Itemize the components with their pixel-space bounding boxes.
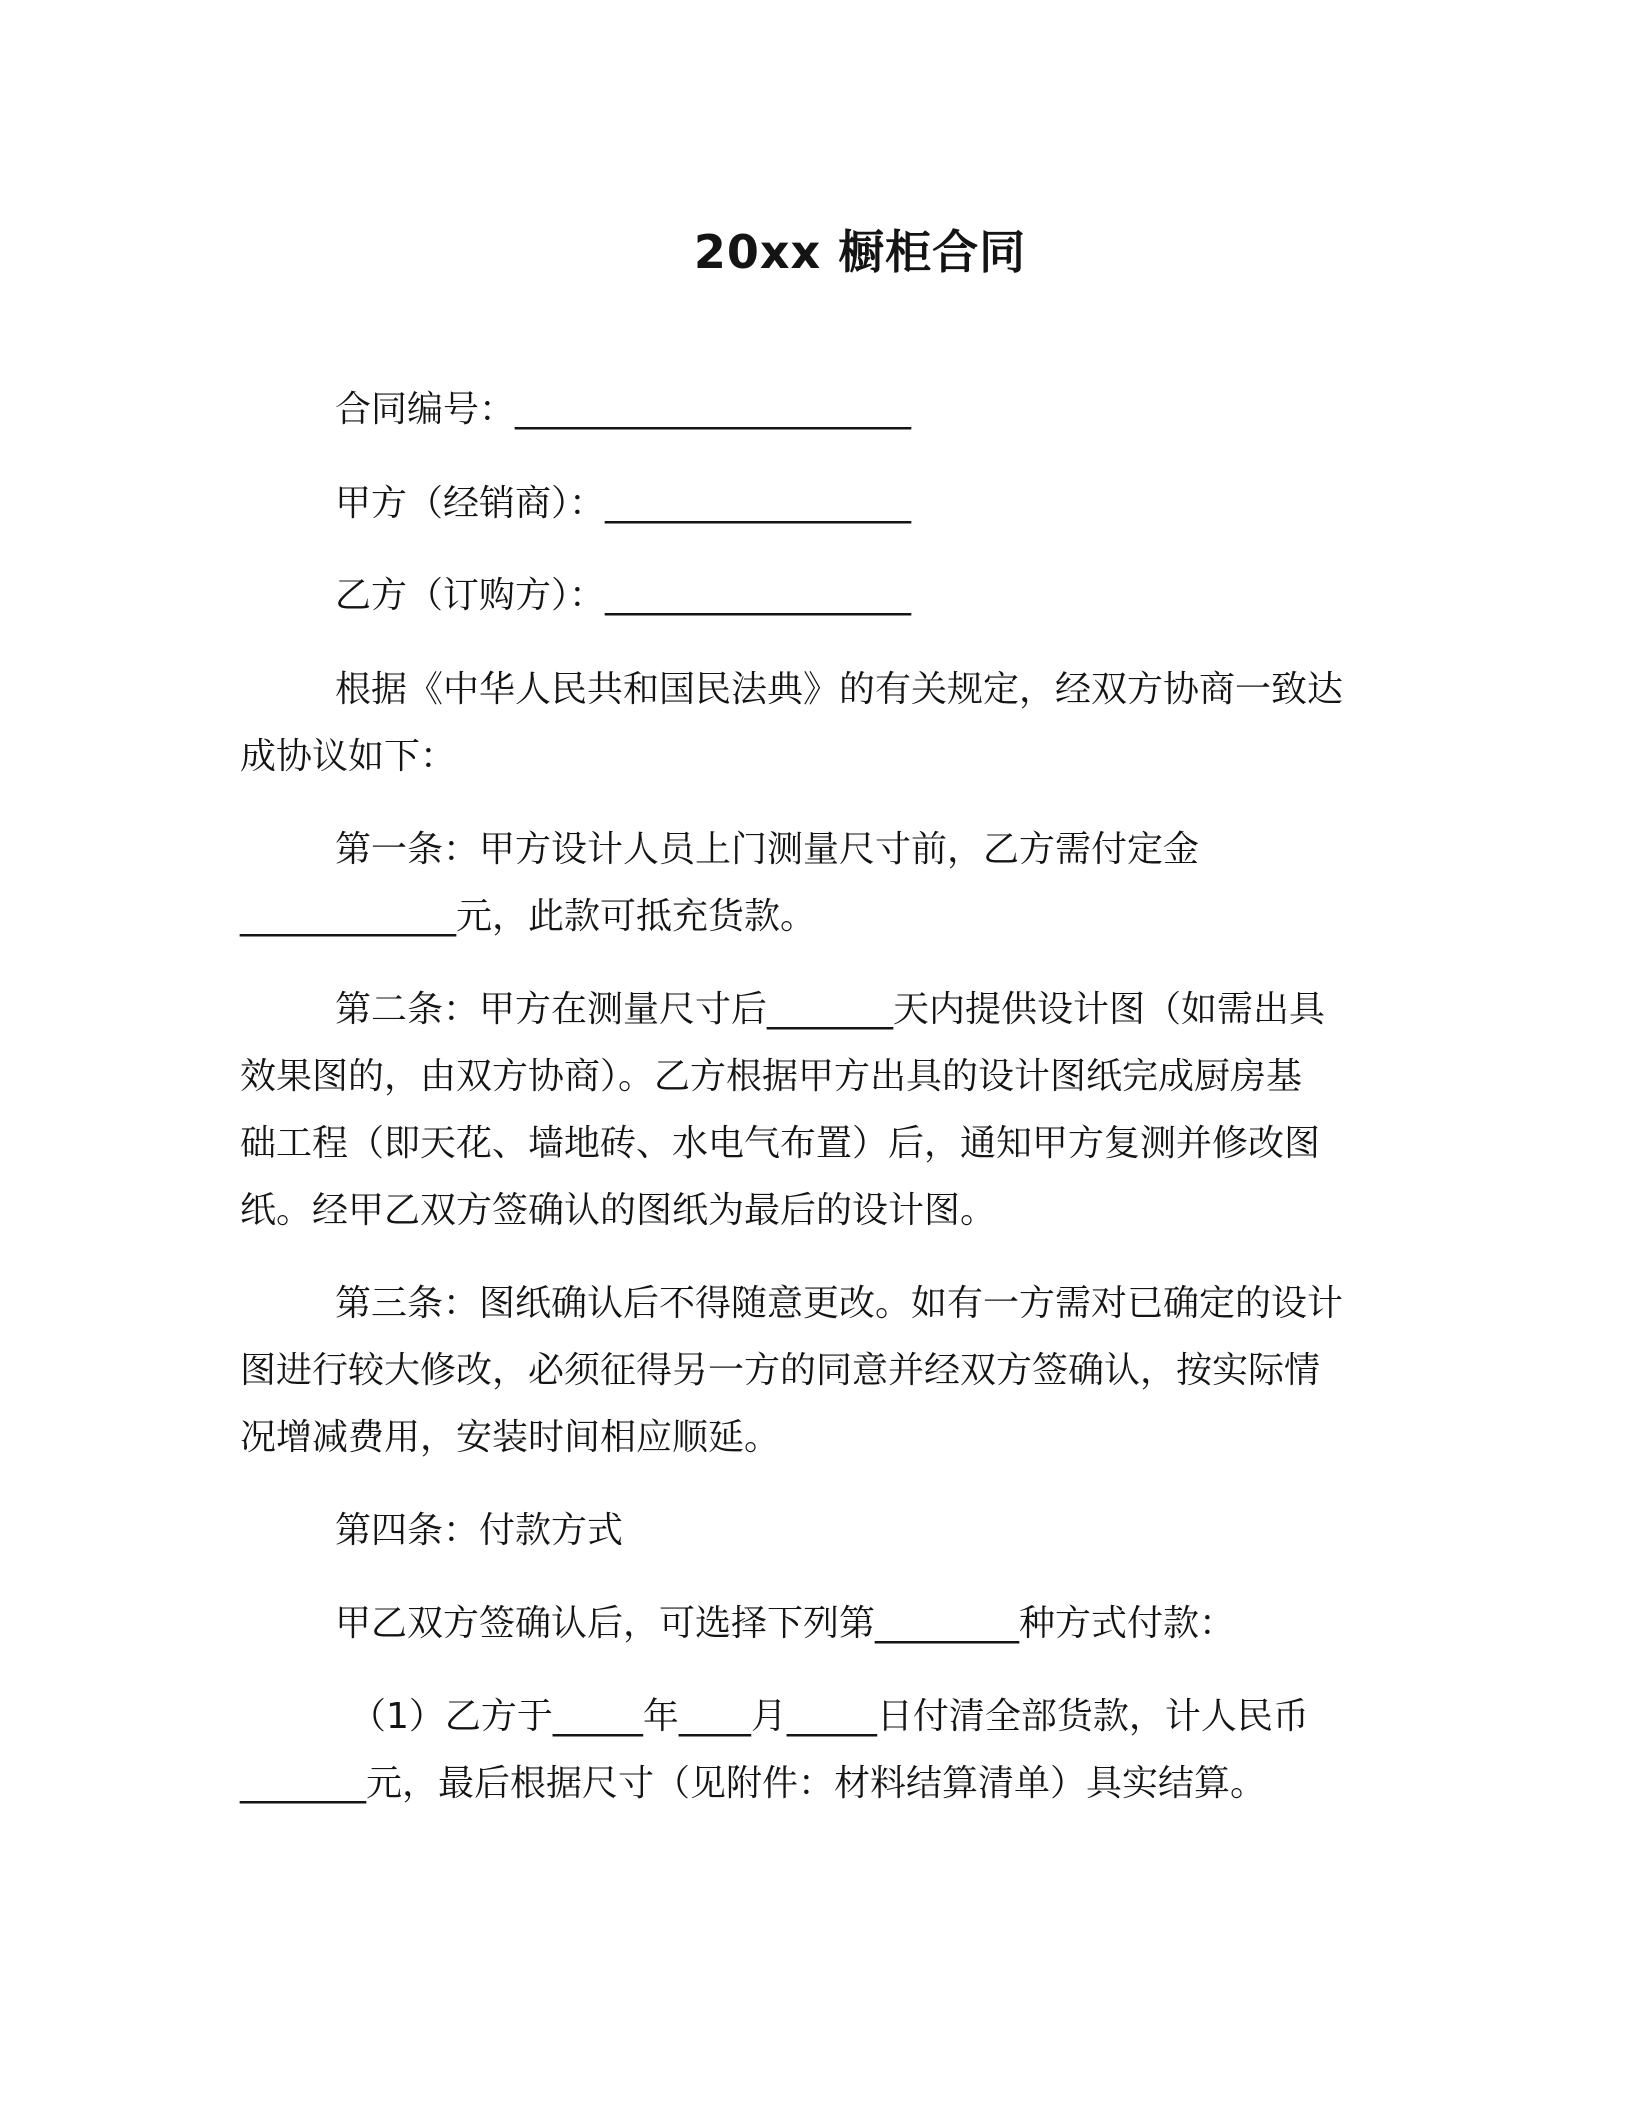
article-3-line-1: 第三条：图纸确认后不得随意更改。如有一方需对已确定的设计 [335,1283,1344,1324]
contract-number-line: 合同编号：______________________ [335,389,912,430]
payment-option-1-line-1: （1）乙方于_____年____月_____日付清全部货款，计人民币 [350,1696,1309,1737]
article-1-line-1: 第一条：甲方设计人员上门测量尺寸前，乙方需付定金 [335,829,1200,870]
article-2-line-3: 础工程（即天花、墙地砖、水电气布置）后，通知甲方复测并修改图 [240,1123,1321,1164]
preamble-line-2: 成协议如下： [240,736,457,777]
payment-method-line: 甲乙双方签确认后，可选择下列第________种方式付款： [335,1603,1236,1644]
payment-option-1-line-2: _______元，最后根据尺寸（见附件：材料结算清单）具实结算。 [240,1763,1267,1804]
party-b-line: 乙方（订购方）：_________________ [335,575,912,616]
document-title: 20xx 橱柜合同 [693,225,1027,279]
preamble-line-1: 根据《中华人民共和国民法典》的有关规定，经双方协商一致达 [335,669,1344,710]
article-3-line-3: 况增减费用，安装时间相应顺延。 [240,1417,781,1458]
article-1-line-2: ____________元，此款可抵充货款。 [240,896,817,937]
article-2-line-2: 效果图的，由双方协商）。乙方根据甲方出具的设计图纸完成厨房基 [240,1056,1303,1097]
party-a-line: 甲方（经销商）：_________________ [335,483,912,524]
article-2-line-4: 纸。经甲乙双方签确认的图纸为最后的设计图。 [240,1190,997,1231]
article-2-line-1: 第二条：甲方在测量尺寸后_______天内提供设计图（如需出具 [335,989,1326,1030]
article-4-heading: 第四条：付款方式 [335,1510,624,1551]
article-3-line-2: 图进行较大修改，必须征得另一方的同意并经双方签确认，按实际情 [240,1350,1321,1391]
